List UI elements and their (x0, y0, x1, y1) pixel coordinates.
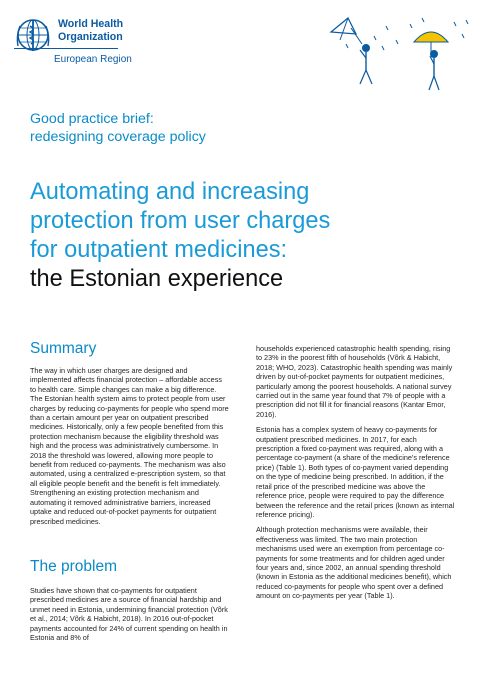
summary-paragraph: The way in which user charges are designed and implemented affects financial protection – affordable access to health care. Simple changes can make a big difference. The Estonian health system aims to protect people from user charges by reducing co-payments for people who spend more than a certain amount per year on outpatient prescribed medicines. Historically, only a few people benefited from this protection mechanism because the eligibility threshold was high and the process was administratively cumbersome. In 2018 the threshold was lowered, allowing more people to benefit from reduced co-payments. The mechanism was also automated, using a centralized e-prescription system, so that all eligible people benefit and the benefit is felt immediately. Strengthening an existing protection mechanism and automating it removed administrative barriers, increased uptake and reduced out-of-pocket payments for outpatient prescribed medicines. (30, 366, 229, 526)
umbrella-people-icon (326, 14, 476, 94)
problem-heading: The problem (30, 558, 118, 575)
title-line3: for outpatient medicines: (30, 237, 288, 263)
title-line2: protection from user charges (30, 208, 331, 234)
problem-text (30, 586, 230, 648)
org-name-line2: Organization (58, 30, 123, 43)
org-name-line1: World Health (58, 18, 124, 30)
col2-paragraph-2: Estonia has a complex system of heavy co-payments for outpatient prescribed medicines. In 2017, for each prescription a fixed co-payment was required, along with a percentage co-payment (a share of the medicine's reference price) (Table 1). Both types of co-payment varied depending on the type of medicine being prescribed. In addition, if the retail price of the prescribed medicine was above the reference price, people were required to pay the difference between the reference and the retail prices (known as internal reference pricing). (256, 425, 455, 519)
region-label: European Region (54, 54, 132, 65)
title-line1: Automating and increasing (30, 179, 310, 205)
logo-divider (14, 48, 118, 49)
problem-paragraph: Studies have shown that co-payments for outpatient prescribed medicines are a source of financial hardship and unmet need in Estonia, undermining financial protection (Võrk et al., 2014; Võrk & Habicht, 2018). In 2016 out-of-pocket payments accounted for 24% of current spending on health in Estonia and 8% of (30, 586, 228, 643)
title-line4: the Estonian experience (30, 266, 284, 292)
brief-line1: Good practice brief: (30, 111, 154, 127)
summary-text (30, 366, 230, 532)
who-logo (14, 16, 194, 86)
org-name (58, 18, 123, 43)
summary-heading: Summary (30, 340, 97, 357)
right-column (256, 344, 456, 607)
brief-line2: redesigning coverage policy (30, 129, 206, 145)
page-title (30, 178, 470, 294)
col2-paragraph-1: households experienced catastrophic health spending, rising to 23% in the poorest fifth of households (Võrk & Habicht, 2018; WHO, 2023). Catastrophic health spending was mainly driven by out-of-pocket payments for outpatient medicines, particularly among the poorest households. A national survey carried out in the same year found that 7% of people with a prescription did not fill it for financial reasons (Kantar Emor, 2016). (256, 344, 453, 419)
col2-paragraph-3: Although protection mechanisms were available, their effectiveness was limited. The two main protection mechanisms used were an exemption from percentage co-payments for some treatments and for children aged under four years and, since 2002, an annual spending threshold (known in Estonia as the additional medicines benefit), which reduced co-payments for people who spent over a defined amount on co-payments per year (Table 1). (256, 525, 452, 601)
brief-subtitle (30, 110, 206, 146)
